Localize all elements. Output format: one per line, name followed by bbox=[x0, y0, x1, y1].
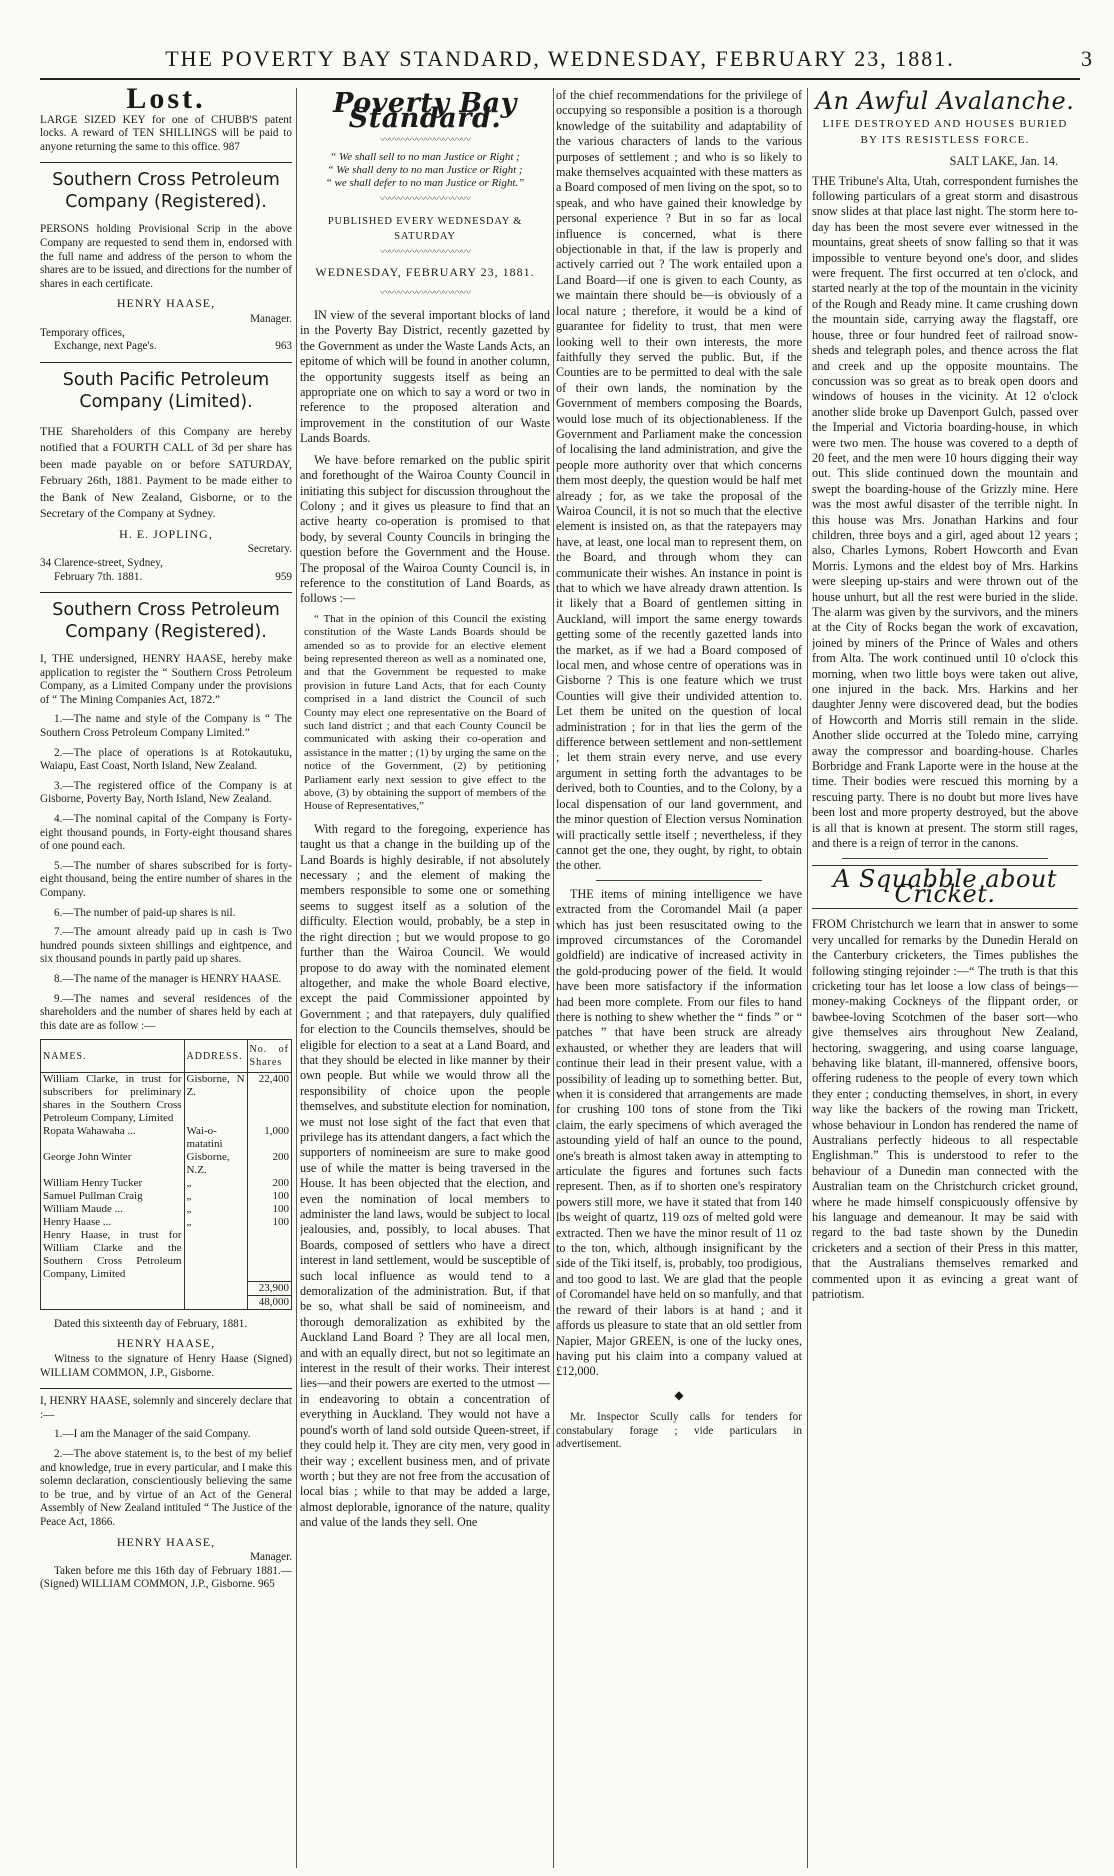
lost-ref: 987 bbox=[223, 140, 240, 153]
column-editorial bbox=[300, 88, 550, 1537]
editorial-paragraph: of the chief recommendations for the privilege of occupying so responsible a position is a thorough knowledge of the suitability and adaptability of the various characters of lands to the various purposes of settlement ; and who is so likely to make themselves acquainted with these matters as a Board composed of men living on the spot, so to speak, and who have gained their knowledge by personal experience ? But in so far as local influence is concerned, what is there objectionable in that, if the law is properly and actively carried out ? The work entailed upon a Land Board—if one is given to each County, as we maintain there should be—is obviously of a local nature ; therefore, it would be a kind of guarantee for fidelity to trust, that men were looking well to their own interests, the more faithfully they served the public. But, if the Counties are to be permitted to deal with the sale of their own lands, the nomination by the Government of members composing the Boards, would lose much of its objectionableness. If the Government and Parliament make the concession of localising the land administration, and give the people more authority over that which concerns them most deeply, the question would be half met already ; for, as we take the proposal of the Wairoa Council, it is not so much that the elective element is insisted on, as that the ratepayers may have, at least, one local man to represent them, on the Board, and through whom they can communicate their wishes. An instance in point is that to which we have already drawn attention. Is it likely that a Board of gentlemen sitting in Auckland, will import the same energy towards getting some of the recently gazetted lands into the market, as if we had a Board composed of local men, and whose centre of operations was in Gisborne ? This is one feature which we trust Counties will give their undivided attention to. Let them be united on the question of local administration ; for in that lies the germ of the difference between settlement and non-settlement ; let them strain every nerve, and use every argument in setting forth the advantages to be derived, both to Counties, and to the Colony, by a local dispensation of our land government, and the minor question of Election versus Nomination will practically settle itself ; nevertheless, if they cannot get the one, they ought, by right, to obtain the other. bbox=[556, 88, 802, 873]
divider bbox=[596, 880, 762, 881]
column-divider bbox=[296, 88, 297, 1868]
application-item: 8.—The name of the manager is HENRY HAASE. bbox=[54, 972, 282, 985]
application-item: 9.—The names and several residences of the shareholders and the number of shares held by each at this date are as follow :— bbox=[40, 992, 292, 1032]
table-cell: Henry Haase ... bbox=[41, 1216, 185, 1229]
table-cell: William Clarke, in trust for subscribers for preliminary shares in the Southern Cross Petroleum Company, Limited bbox=[41, 1073, 185, 1126]
table-cell: 1,000 bbox=[247, 1125, 291, 1151]
table-row bbox=[41, 1216, 292, 1229]
cricket-heading: A Squabble about Cricket. bbox=[812, 865, 1078, 910]
table-cell: „ bbox=[184, 1190, 247, 1203]
application-items bbox=[40, 713, 292, 1033]
table-row bbox=[41, 1073, 292, 1126]
divider bbox=[40, 1388, 292, 1389]
table-cell: 23,900 bbox=[247, 1281, 291, 1295]
table-cell: „ bbox=[184, 1216, 247, 1229]
declaration-item: 2.—The above statement is, to the best of my belief and knowledge, true in every particular, and I make this solemn declaration, conscientiously believing the same to be true, and by virtue of an Act of the General Assembly of New Zealand intituled “ The Justice of the Peace Act, 1866. bbox=[40, 1448, 292, 1528]
masthead-rule bbox=[40, 78, 1080, 80]
lost-notice: LARGE SIZED KEY for one of CHUBB'S patent locks. A reward of TEN SHILLINGS will be paid to anyone returning the same to this office. 987 bbox=[40, 113, 292, 153]
ornament: 〰〰〰〰〰〰〰〰〰〰 bbox=[380, 246, 470, 258]
masthead-title: THE POVERTY BAY STANDARD, WEDNESDAY, FEBRUARY 23, 1881. bbox=[165, 46, 955, 71]
table-cell: 22,400 bbox=[247, 1073, 291, 1126]
date-line: February 7th. 1881. 959 bbox=[54, 570, 292, 583]
table-cell: 48,000 bbox=[247, 1295, 291, 1309]
ornament: 〰〰〰〰〰〰〰〰〰〰 bbox=[380, 193, 470, 205]
avalanche-story: THE Tribune's Alta, Utah, correspondent furnishes the following particulars of a great storm and disastrous snow slides at that place last night. The storm here to-day has been the most severe ever witnessed in the mountains, great sheets of snow falling so that it was impossible to venture beyond one's door, and slides were frequent. The first occurred at ten o'clock, and started nearly at the top of the mountain in the vicinity of the Rough and Ready mine. It came crushing down the mountain side, carrying away the flagstaff, ore house, three or four hundred feet of railroad snow-sheds and telegraph poles, and thence across the flat and creek and up the opposite mountains. The concussion was so great as to break open doors and windows of houses in the vicinity. At 12 o'clock another slide broke up Davenport Gulch, passed over the Imperial and Victoria boarding-house, in which were two men. The house was covered to a depth of 20 feet, and the men were 10 hours digging their way out. This slide continued down the mountain and swept the boarding-house of the Grizzly mine. Here was the most awful disaster of the terrible night. In this house was Mrs. Jonathan Harkins and four children, three boys and a girl, aged about 12 years ; also, Charles Lymons, Robert Howcorth and Evan Morris. Lymons and the eldest boy of Mrs. Harkins were sleeping up-stairs and were thrown out of the house unhurt, but all the rest were buried in the slide. The alarm was given by the survivors, and the miners at the City of Rocks began the work of excavation, joined by miners of the Prince of Wales and others from Alta. The work continued until 10 o'clock this morning, when two little boys were taken out alive, one injured in the back. Mrs. Harkins and her daughter Jenny were discovered dead, but the bodies of Howcorth and Morris still remain in the slide. Another slide occurred at the Toledo mine, carrying away the compressor and boarding-house. Charles Borbridge and Frank Laporte were in the house at the time. Their bodies were rescued this morning by a rescuing party. There is no doubt but more lives have been lost and more property destroyed, but the above is all that is known at present. The storm still rages, and there is a reign of terror in the canons. bbox=[812, 173, 1078, 851]
signature: HENRY HAASE, bbox=[116, 296, 216, 311]
council-resolution-quote: “ That in the opinion of this Council the existing constitution of the Waste Lands Boards should be amended so as to provide for an elective element being represented thereon as well as a nominated one, and that the Government be requested to make provision in future Land Acts, that for each County comprised in a land district the Council of such County may elect one representative on the Board of such land district ; and that each County Council be communicated with asking their co-operation and assistance in the matter ; (1) by urging the same on the notice of the Government, (2) by petitioning Parliament early next session to give effect to the above, (3) by obtaining the support of members of the House of Representatives,” bbox=[304, 612, 546, 813]
divider bbox=[40, 162, 292, 163]
table-cell bbox=[41, 1295, 185, 1309]
column-divider bbox=[553, 88, 554, 1868]
table-row bbox=[41, 1125, 292, 1151]
publication-days: PUBLISHED EVERY WEDNESDAY & SATURDAY bbox=[327, 215, 523, 243]
signature-role: Secretary. bbox=[247, 543, 292, 556]
lost-heading: Lost. bbox=[126, 88, 206, 115]
table-cell: 100 bbox=[247, 1216, 291, 1229]
table-cell: 200 bbox=[247, 1177, 291, 1190]
application-item: 3.—The registered office of the Company is at Gisborne, Poverty Bay, North Island, New Zealand. bbox=[40, 779, 292, 806]
table-row bbox=[41, 1203, 292, 1216]
table-cell: 100 bbox=[247, 1203, 291, 1216]
southern-cross-heading: Southern Cross Petroleum Company (Registered). bbox=[52, 170, 280, 213]
motto-line: “ We shall sell to no man Justice or Right ; bbox=[330, 150, 520, 163]
table-cell: 200 bbox=[247, 1151, 291, 1177]
signature: HENRY HAASE, bbox=[116, 1534, 216, 1549]
application-item: 7.—The amount already paid up in cash is Two hundred pounds sixteen shillings and eightpence, and six thousand pounds in partly paid up shares. bbox=[40, 926, 292, 966]
divider bbox=[40, 592, 292, 593]
table-row bbox=[41, 1190, 292, 1203]
editorial-paragraph: With regard to the foregoing, experience has taught us that a change in the building up of the Land Boards is highly desirable, if not absolutely necessary ; and the element of making the members responsible to some one or something seems to suggest itself as a solution of the difficulty. Election would, probably, be a step in the right direction ; but we would propose to go further than the Wairoa Council. We would propose to do away with the nominated element altogether, and make the whole Board elective, except the paid Commissioner appointed by Government ; and that ratepayers, duly qualified for election to the Councils themselves, should be eligible for election to a seat at a Land Board, and that they should be elected in like manner by their own people. But while we would throw all the responsibility of choice upon the people themselves, and substitute election for nomination, we must not lose sight of the fact that even that privilege has its attendant dangers, a fact which the supporters of nomineeism are sure to make good use of while the matter is being traversed in the House. It has been objected that the election, and even the nomination of local members to administer the land laws, would be subject to local jealousies, and, possibly, to local abuses. That Boards, composed of settlers who have a direct interest in land settlement, would be susceptible of such local influence as would tend to a demoralization of the administration. But, if that be so, what shall be said of nomineeism, and thorough demoralization as exhibited by the Auckland Land Board ? They are all local men, and with an equally direct, but not so legitimate an interest in the result of their works. Their interest lies—and their powers are exerted to the utmost — in endeavoring to obtain a concentration of everything in Auckland. They would not have a pound's worth of land sold outside Queen-street, if they could help it. They are city men, very good in their way ; excellent business men, and of private worth ; but they are not free from the accusation of local bias ; while to that may be added a large, almost deplorable, ignorance of the nature, quality and value of the lands they sell. One bbox=[300, 821, 550, 1530]
column-editorial-continued bbox=[556, 88, 802, 1458]
shareholders-table bbox=[40, 1039, 292, 1310]
column-news bbox=[812, 88, 1078, 1308]
table-cell bbox=[41, 1281, 185, 1295]
editorial-paragraph: IN view of the several important blocks of land in the Poverty Bay District, recently gazetted by the Government as under the Waste Lands Acts, an epitome of which will be found in another column, the opportunity suggests itself as being an appropriate one on which to say a word or two in reference to the proposed alteration and improvement in the constitution of our Waste Lands Boards. bbox=[300, 308, 550, 446]
ornament: 〰〰〰〰〰〰〰〰〰〰 bbox=[380, 288, 470, 300]
table-cell bbox=[184, 1295, 247, 1309]
application-item: 2.—The place of operations is at Rotokautuku, Waiapu, East Coast, North Island, New Zealand. bbox=[40, 746, 292, 773]
signature: H. E. JOPLING, bbox=[119, 526, 213, 541]
avalanche-subheading: LIFE DESTROYED AND HOUSES BURIED BY ITS RESISTLESS FORCE. bbox=[822, 118, 1068, 146]
table-cell bbox=[184, 1281, 247, 1295]
taken-line: Taken before me this 16th day of February 1881.—(Signed) WILLIAM COMMON, J.P., Gisborne. 965 bbox=[40, 1564, 292, 1591]
cricket-story: FROM Christchurch we learn that in answer to some very uncalled for remarks by the Dunedin Herald on the Canterbury cricketers, the Times publishes the following stinging rejoinder :—“ The truth is that this cricketing tour has let loose a low class of beings—money-making Cockneys of the flippant order, or bawbee-loving Scotchmen of the baser sort—who give themselves airs throughout New Zealand, hectoring, swaggering, and using coarse language, behaving like blatant, ill-mannered, offensive boors, offering rudeness to the people of every town which they enter ; conducting themselves, in short, in every way like the backers of the rowing man Trickett, whose behaviour in London has rendered the name of Australians perfectly hideous to all respectable Englishman.” This is understood to refer to the behaviour of a Dunedin man connected with the Australian team on the Christchurch cricket ground, where he made himself conspicuously offensive by his language and demeanour. It may be said with regard to the bad taste shown by the Dunedin cricketers and a section of their Press in this matter, that the Australians themselves remarked and commented upon it as evincing a great want of patriotism. bbox=[812, 917, 1078, 1302]
application-item: 5.—The number of shares subscribed for is forty-eight thousand, being the entire number of shares in the Company. bbox=[40, 859, 292, 899]
application-item: 4.—The nominal capital of the Company is Forty-eight thousand pounds, in Forty-eight thousand shares of one pound each. bbox=[40, 813, 292, 853]
table-row bbox=[41, 1295, 292, 1309]
masthead bbox=[20, 0, 1100, 74]
witness-line: Witness to the signature of Henry Haase (Signed) WILLIAM COMMON, J.P., Gisborne. bbox=[40, 1353, 292, 1379]
table-cell bbox=[184, 1229, 247, 1281]
table-row bbox=[41, 1177, 292, 1190]
application-intro: I, THE undersigned, HENRY HAASE, hereby make application to register the “ Southern Cross Petroleum Company, as a Limited Company under the provisions of “ The Mining Companies Act, 1872.” bbox=[40, 653, 292, 706]
dated-line: Dated this sixteenth day of February, 1881. bbox=[54, 1317, 248, 1330]
ornament-diamond: ◆ bbox=[674, 1387, 684, 1402]
signature-role: Manager. bbox=[250, 1551, 292, 1564]
table-cell: „ bbox=[184, 1177, 247, 1190]
table-header: ADDRESS. bbox=[184, 1040, 247, 1073]
avalanche-dateline: SALT LAKE, Jan. 14. bbox=[949, 154, 1058, 169]
table-row bbox=[41, 1229, 292, 1281]
address-line: 34 Clarence-street, Sydney, bbox=[40, 556, 163, 569]
table-cell: „ bbox=[184, 1203, 247, 1216]
table-cell: Samuel Pullman Craig bbox=[41, 1190, 185, 1203]
editorial-paragraph: We have before remarked on the public spirit and forethought of the Wairoa County Council in initiating this subject for discussion throughout the Colony ; and it gives us pleasure to find that an active hearty co-operation is promised to that body, by several County Councils in bringing the question before the Government and the House. The proposal of the Wairoa County Council is, in reference to the constitution of Land Boards, as follows :— bbox=[300, 452, 550, 606]
southern-cross-notice: PERSONS holding Provisional Scrip in the above Company are requested to send them in, endorsed with the full name and address of the person to whom the shares are to be issued, and directions for the number of shares in each certificate. bbox=[40, 223, 292, 290]
table-cell: Gisborne, N.Z. bbox=[184, 1151, 247, 1177]
signature-role: Manager. bbox=[250, 312, 292, 325]
mottos bbox=[300, 151, 550, 190]
tender-note: Mr. Inspector Scully calls for tenders for constabulary forage ; vide particulars in advertisement. bbox=[556, 1411, 802, 1451]
table-cell: George John Winter bbox=[41, 1151, 185, 1177]
table-cell: Gisborne, N Z. bbox=[184, 1073, 247, 1126]
southern-cross-heading-2: Southern Cross Petroleum Company (Registered). bbox=[52, 600, 280, 643]
table-cell: Ropata Wahawaha ... bbox=[41, 1125, 185, 1151]
table-cell: Henry Haase, in trust for William Clarke and the Southern Cross Petroleum Company, Limited bbox=[41, 1229, 185, 1281]
table-cell: William Maude ... bbox=[41, 1203, 185, 1216]
table-row bbox=[41, 1151, 292, 1177]
ornament: 〰〰〰〰〰〰〰〰〰〰 bbox=[380, 134, 470, 146]
south-pacific-heading: South Pacific Petroleum Company (Limited). bbox=[62, 369, 270, 412]
table-cell bbox=[247, 1229, 291, 1281]
mining-paragraph: THE items of mining intelligence we have extracted from the Coromandel Mail (a paper which has just been resuscitated owing to the improved circumstances of the Coromandel goldfield) are indicative of increased activity in the gold-producing power of the field. It would have been more satisfactory if the information had been more complete. From our files to hand there is nothing to shew whether the “ finds ” or “ patches ” that have been struck are already exhausted, or whether they are leaders that will continue their lead in their present value, with a possibility of leading up to something better. But, when it is considered that arrangements are made for crushing 100 tons of stone from the Tiki claim, the early specimens of which averaged the astounding yield of half an ounce to the pound, one's breath is almost taken away in attempting to articulate the figures and fortunes such facts represent. Then, as if to shorten one's respiratory powers still more, we have it stated that from 140 lbs weight of quartz, 119 ozs of melted gold were extracted. Then we have the minor result of 11 oz to the ton, which, although insignificant by the side of the Tiki itself, is, probably, too prodigious, and too good to last. We are glad that the people of Coromandel have held on so manfully, and that the reward of their labors is at hand ; and it affords us pleasure to state that an old settler from Napier, Major GREEN, is one of the lucky ones, having put his claim into a company valued at £12,000. bbox=[556, 886, 802, 1379]
paper-nameplate: Poverty Bay Standard. bbox=[333, 88, 517, 135]
table-cell: 100 bbox=[247, 1190, 291, 1203]
issue-date: WEDNESDAY, FEBRUARY 23, 1881. bbox=[315, 264, 535, 279]
divider bbox=[842, 858, 1048, 859]
south-pacific-notice: THE Shareholders of this Company are hereby notified that a FOURTH CALL of 3d per share has been made payable on or before SATURDAY, February 26th, 1881. Payment to be made either to the Bank of New Zealand, Gisborne, or to the Secretary of the Company at Sydney. bbox=[40, 423, 292, 521]
declaration-item: 1.—I am the Manager of the said Company. bbox=[54, 1428, 251, 1441]
declaration-intro: I, HENRY HAASE, solemnly and sincerely declare that :— bbox=[40, 1395, 292, 1421]
application-item: 1.—The name and style of the Company is “ The Southern Cross Petroleum Company Limited.” bbox=[40, 713, 292, 740]
office-line: Exchange, next Page's. 963 bbox=[54, 340, 292, 353]
table-header: NAMES. bbox=[41, 1040, 185, 1073]
column-divider bbox=[807, 88, 808, 1868]
table-cell: William Henry Tucker bbox=[41, 1177, 185, 1190]
column-advertisements bbox=[40, 88, 292, 1598]
motto-line: “ we shall defer to no man Justice or Right.” bbox=[325, 176, 525, 189]
page-number: 3 bbox=[1081, 46, 1092, 71]
motto-line: “ We shall deny to no man Justice or Right ; bbox=[327, 163, 523, 176]
office-label: Temporary offices, bbox=[40, 326, 125, 339]
table-row bbox=[41, 1281, 292, 1295]
table-header: No. of Shares bbox=[247, 1040, 291, 1073]
table-cell: Wai-o-matatini bbox=[184, 1125, 247, 1151]
declaration-items bbox=[40, 1428, 292, 1529]
divider bbox=[40, 362, 292, 363]
signature: HENRY HAASE, bbox=[116, 1336, 216, 1351]
application-item: 6.—The number of paid-up shares is nil. bbox=[54, 906, 236, 919]
avalanche-heading: An Awful Avalanche. bbox=[815, 88, 1075, 115]
